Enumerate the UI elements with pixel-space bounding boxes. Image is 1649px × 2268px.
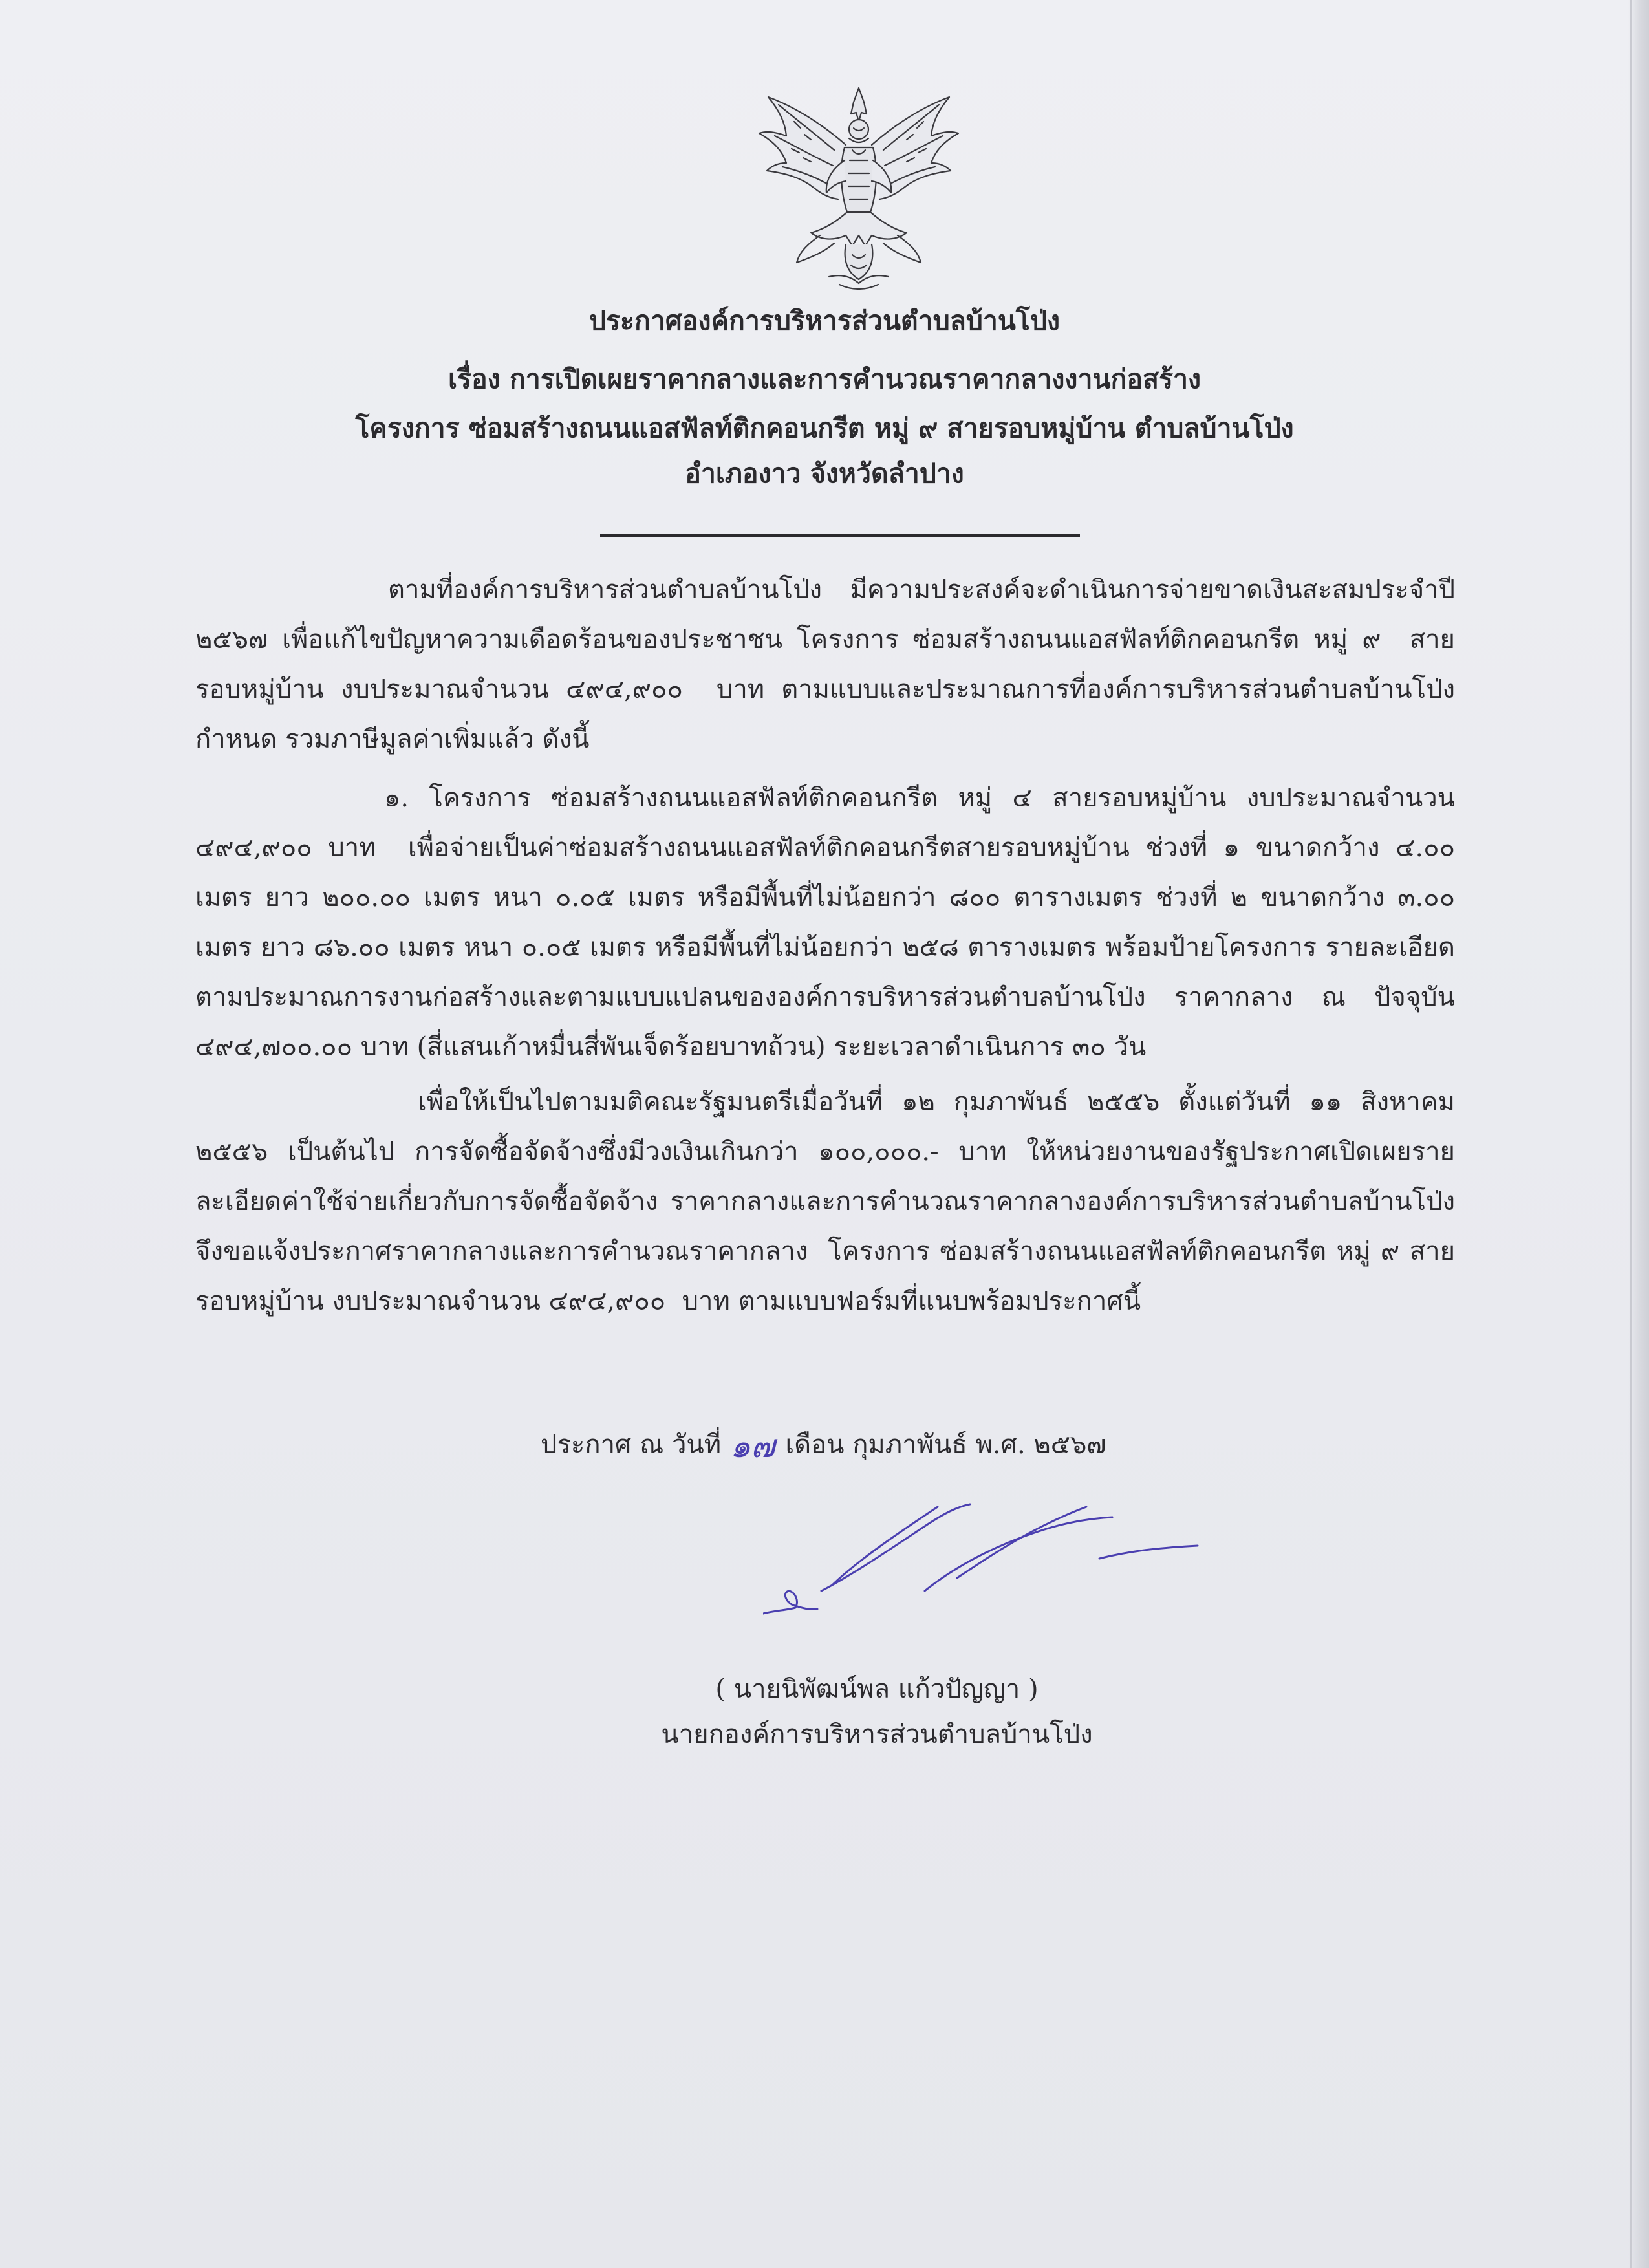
signer-name: ( นายนิพัฒน์พล แก้วปัญญา ) (715, 1674, 1039, 1704)
date-prefix: ประกาศ ณ วันที่ (541, 1430, 722, 1460)
title-line-3: โครงการ ซ่อมสร้างถนนแอสฟัลท์ติกคอนกรีต หมู่ ๙ สายรอบหมู่บ้าน ตำบลบ้านโป่ง (355, 413, 1294, 444)
garuda-emblem-icon (749, 83, 969, 303)
date-day-handwritten: ๑๗ (730, 1427, 775, 1465)
body-paragraph-1: ตามที่องค์การบริหารส่วนตำบลบ้านโป่ง มีความประสงค์จะดำเนินการจ่ายขาดเงินสะสมประจำปี ๒๕๖๗ เพื่อแก้ไขปัญหาความเดือดร้อนของประชาชน โครงการ ซ่อมสร้างถนนแอสฟัลท์ติกคอนกรีต หมู่ ๙ สายรอบหมู่บ้าน งบประมาณจำนวน ๔๙๔,๙๐๐ บาท ตามแบบและประมาณการที่องค์การบริหารส่วนตำบลบ้านโป่งกำหนด รวมภาษีมูลค่าเพิ่มแล้ว ดังนี้ (195, 575, 1463, 754)
handwritten-signature (763, 1481, 1216, 1623)
body-paragraph-3: เพื่อให้เป็นไปตามมติคณะรัฐมนตรีเมื่อวันที่ ๑๒ กุมภาพันธ์ ๒๕๕๖ ตั้งแต่วันที่ ๑๑ สิงหาคม ๒๕๕๖ เป็นต้นไป การจัดซื้อจัดจ้างซึ่งมีวงเงินเกินกว่า ๑๐๐,๐๐๐.- บาท ให้หน่วยงานของรัฐประกาศเปิดเผยรายละเอียดค่าใช้จ่ายเกี่ยวกับการจัดซื้อจัดจ้าง ราคากลางและการคำนวณราคากลางองค์การบริหารส่วนตำบลบ้านโป่ง จึงขอแจ้งประกาศราคากลางและการคำนวณราคากลาง โครงการ ซ่อมสร้างถนนแอสฟัลท์ติกคอนกรีต หมู่ ๙ สายรอบหมู่บ้าน งบประมาณจำนวน ๔๙๔,๙๐๐ บาท ตามแบบฟอร์มที่แนบพร้อมประกาศนี้ (195, 1087, 1463, 1316)
title-underline-rule (600, 534, 1080, 537)
page-edge-line (1630, 0, 1632, 2268)
signer-position: นายกองค์การบริหารส่วนตำบลบ้านโป่ง (661, 1720, 1093, 1749)
body-paragraph-2: ๑. โครงการ ซ่อมสร้างถนนแอสฟัลท์ติกคอนกรีต หมู่ ๔ สายรอบหมู่บ้าน งบประมาณจำนวน ๔๙๔,๙๐๐ บาท เพื่อจ่ายเป็นค่าซ่อมสร้างถนนแอสฟัลท์ติกคอนกรีตสายรอบหมู่บ้าน ช่วงที่ ๑ ขนาดกว้าง ๔.๐๐ เมตร ยาว ๒๐๐.๐๐ เมตร หนา ๐.๐๕ เมตร หรือมีพื้นที่ไม่น้อยกว่า ๘๐๐ ตารางเมตร ช่วงที่ ๒ ขนาดกว้าง ๓.๐๐ เมตร ยาว ๘๖.๐๐ เมตร หนา ๐.๐๕ เมตร หรือมีพื้นที่ไม่น้อยกว่า ๒๕๘ ตารางเมตร พร้อมป้ายโครงการ รายละเอียดตามประมาณการงานก่อสร้างและตามแบบแปลนขององค์การบริหารส่วนตำบลบ้านโป่ง ราคากลาง ณ ปัจจุบัน ๔๙๔,๗๐๐.๐๐ บาท (สี่แสนเก้าหมื่นสี่พันเจ็ดร้อยบาทถ้วน) ระยะเวลาดำเนินการ ๓๐ วัน (195, 783, 1463, 1062)
date-suffix: เดือน กุมภาพันธ์ พ.ศ. ๒๕๖๗ (785, 1430, 1106, 1460)
title-line-4: อำเภองาว จังหวัดลำปาง (685, 458, 964, 489)
title-line-2: เรื่อง การเปิดเผยราคากลางและการคำนวณราคากลางงานก่อสร้าง (447, 363, 1202, 394)
title-line-1: ประกาศองค์การบริหารส่วนตำบลบ้านโป่ง (588, 305, 1060, 336)
announcement-date-line (541, 1423, 1106, 1464)
